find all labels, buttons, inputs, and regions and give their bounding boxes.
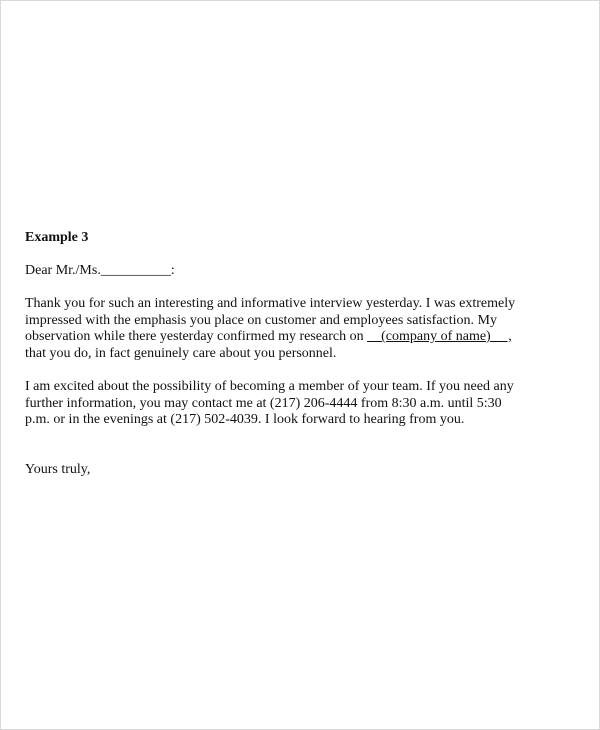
paragraph-line: that you do, in fact genuinely care about you personnel. bbox=[25, 345, 337, 361]
paragraph-contact bbox=[25, 379, 514, 429]
paragraph-line: Thank you for such an interesting and informative interview yesterday. I was extremely bbox=[25, 296, 516, 311]
closing: Yours truly, bbox=[25, 462, 91, 477]
company-name-blank: (company of name) , bbox=[367, 329, 512, 344]
paragraph-line: further information, you may contact me at (217) 206-4444 from 8:30 a.m. until 5:30 bbox=[25, 395, 502, 411]
paragraph-line bbox=[25, 329, 515, 346]
paragraph-line: p.m. or in the evenings at (217) 502-4039. I look forward to hearing from you. bbox=[25, 412, 465, 427]
salutation: Dear Mr./Ms.__________: bbox=[25, 263, 175, 278]
paragraph-line: impressed with the emphasis you place on customer and employees satisfaction. My bbox=[25, 312, 498, 328]
example-heading: Example 3 bbox=[25, 230, 89, 245]
paragraph-line-prefix: observation while there yesterday confirmed my research on bbox=[25, 329, 368, 344]
paragraph-thank-you bbox=[25, 296, 515, 362]
paragraph-line: I am excited about the possibility of becoming a member of your team. If you need any bbox=[25, 379, 514, 394]
